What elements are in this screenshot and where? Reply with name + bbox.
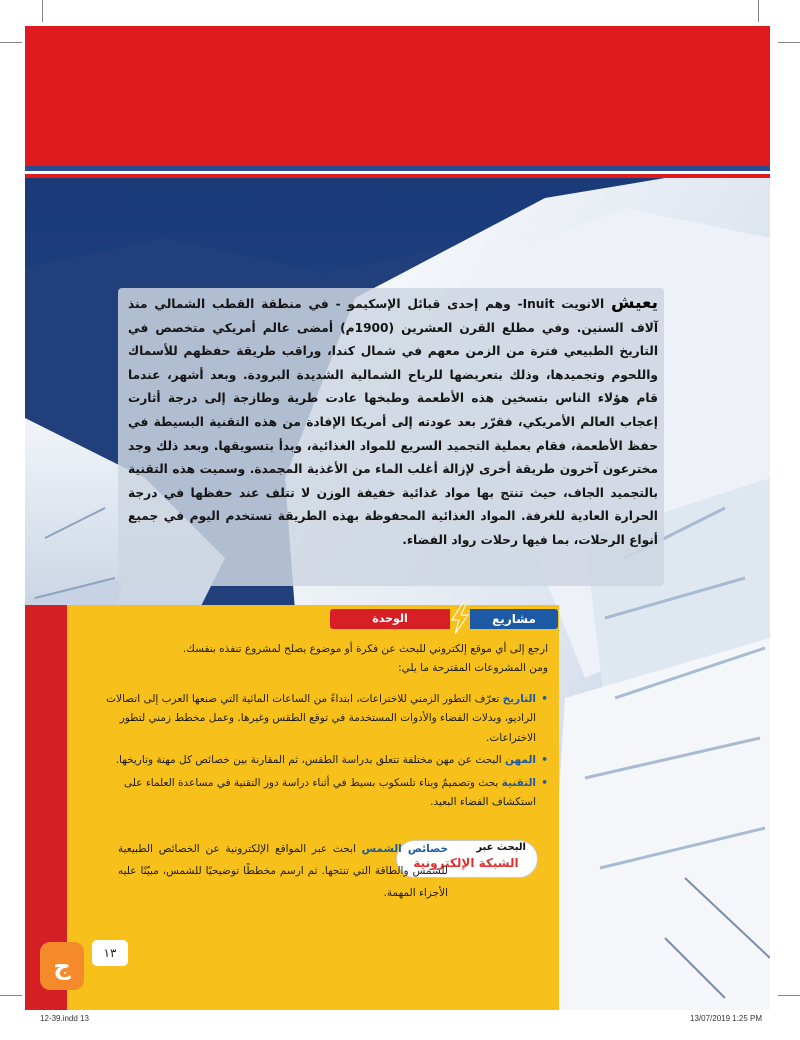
project-text-history: تعرّف التطور الزمني للاختراعات، ابتداءً من الساعات المائية التي صنعها العرب إلى اتصالات الراديو، وبدلات الفضاء والأدوات المستخدمة في توقع الطقس وغيرها. وعمل مخطط زمني لتطور الاختراعات. [106, 693, 536, 744]
web-badge-small-text: البحث عبر [476, 842, 526, 853]
lightning-bolt-icon [448, 604, 472, 634]
intro-lead-word: يعيش [611, 293, 658, 313]
list-item [92, 774, 548, 813]
top-red-band [25, 26, 770, 166]
projects-intro-line2: ومن المشروعات المقترحة ما يلي: [398, 662, 548, 674]
web-badge-title: الشبكة الإلكترونية [413, 856, 519, 870]
project-keyword-history: التاريخ [502, 693, 536, 705]
project-text-technology: بحث وتصميمُ وبناء تلسكوب بسيط في أثناء دراسة دور التقنية في مساعدة العلماء على استكشاف الفضاء البعيد. [124, 776, 536, 809]
crop-mark [778, 42, 800, 43]
slug-date: 13/07/2019 1:25 PM [690, 1014, 763, 1023]
crop-mark [758, 0, 759, 22]
crop-mark [0, 42, 22, 43]
projects-list [92, 690, 548, 815]
projects-intro [92, 640, 548, 678]
crop-mark [42, 0, 43, 22]
slug-file: 12-39.indd 13 [40, 1014, 89, 1023]
projects-intro-line1: ارجع إلى أي موقع إلكتروني للبحث عن فكرة أو موضوع يصلح لمشروع تنفذه بنفسك. [182, 643, 548, 655]
list-item [92, 751, 548, 770]
project-text-careers: البحث عن مهن مختلفة تتعلق بدراسة الطقس، ثم المقارنة بين خصائص كل مهنة وتاريخها. [115, 754, 506, 767]
sun-text: ابحث عبر المواقع الإلكترونية عن الخصائص الطبيعية للشمس والطاقة التي تنتجها. ثم ارسم مخططًا توضيحيًا للشمس، مبيّنًا عليه الأجزاء المهمة. [118, 843, 448, 899]
crop-mark [778, 995, 800, 996]
sun-properties-task [118, 838, 448, 904]
logo-icon: ج [53, 952, 71, 980]
page-number: ١٣ [92, 940, 128, 966]
project-keyword-technology: التقنية [501, 776, 536, 789]
project-keyword-careers: المهن [505, 754, 536, 767]
intro-body: الانويت Inuit- وهم إحدى قبائل الإسكيمو - في منطقة القطب الشمالي منذ آلاف السنين. وفي مطلع القرن العشرين (1900م) أمضى عالم أمريكي متخصص في التاريخ الطبيعي فترة من الزمن معهم في شمال كندا، وراقب طريقة حفظهم للأسماك واللحوم وتجميدها، وذلك بتعريضها للرياح الشمالية الشديدة البرودة. وبعد أشهر، عندما قام هؤلاء الناس بتسخين هذه الأطعمة وطبخها عادت طرية وطازجة إلى درجة أثارت إعجاب العالم الأمريكي، فقرّر بعد عودته إلى أمريكا الإفادة من هذه التقنية البسيطة في حفظ الأطعمة، فقام بعملية التجميد السريع للمواد الغذائية، وبدأ بتسويقها. وبعد ذلك وجد مخترعون آخرون طريقة أخرى لإزالة أغلب الماء من الأغذية المجمدة. وسميت هذه التقنية بالتجميد الجاف، حيث تنتج بها مواد غذائية خفيفة الوزن لا تتلف عند حفظها في درجة الحرارة العادية للغرفة. المواد الغذائية المحفوظة بهذه الطريقة تستخدم اليوم في جميع أنواع الرحلات، بما فيها رحلات رواد الفضاء. [128, 297, 658, 547]
tab-unit: الوحدة [330, 609, 450, 629]
crop-mark [0, 995, 22, 996]
tab-projects: مشاريع [470, 609, 558, 629]
intro-paragraph [128, 292, 658, 553]
sun-keyword: خصائص الشمس [361, 843, 448, 855]
list-item [92, 690, 548, 748]
